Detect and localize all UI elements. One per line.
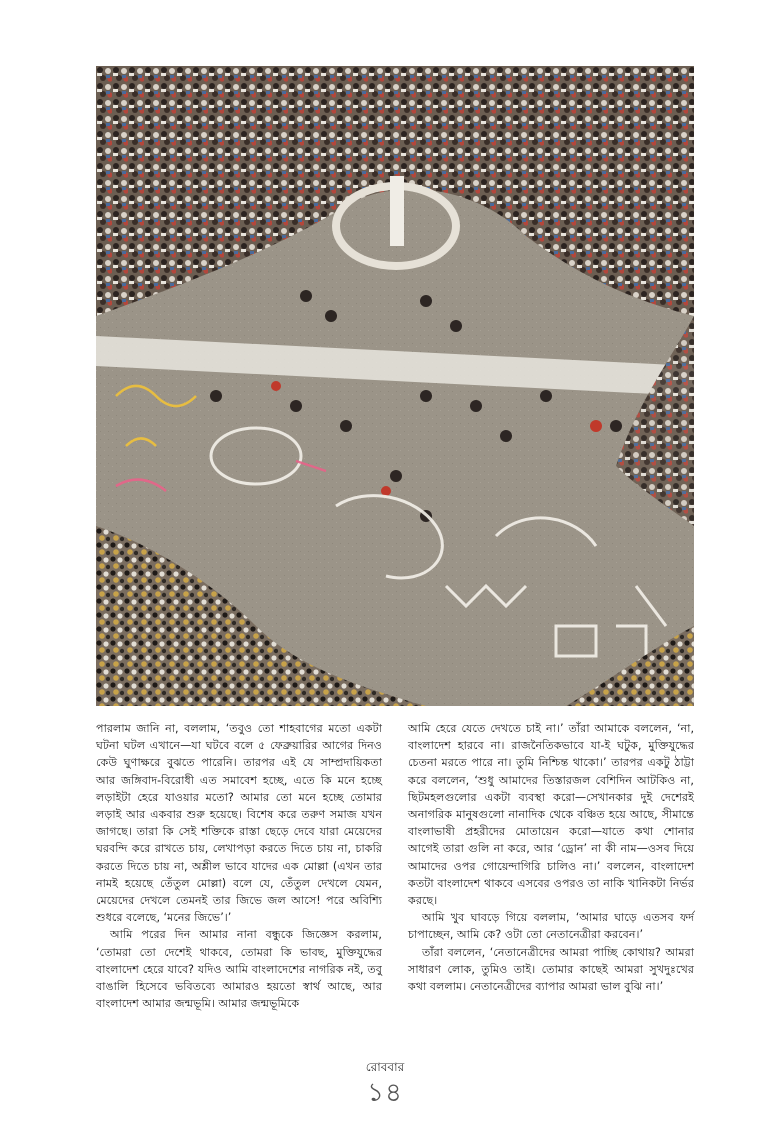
crowd-photo [96, 66, 694, 706]
paragraph: পারলাম জানি না, বললাম, ‘তবুও তো শাহবাগের মতো একটা ঘটনা ঘটল এখানে—যা ঘটবে বলে ৫ ফেব্রুয়ারির আগের দিনও কেউ ঘুণাক্ষরে বুঝতে পারেনি। তারপর এই যে সাম্প্রদায়িকতা আর জঙ্গিবাদ-বিরোধী এত সমাবেশ হচ্ছে, এতে কি মনে হচ্ছে লড়াইটা হেরে যাওয়ার মতো? আমার তো মনে হচ্ছে তোমার লড়াই আর একবার শুরু হয়েছে। বিশেষ করে তরুণ সমাজ যখন জাগছে। তারা কি সেই শক্তিকে রাস্তা ছেড়ে দেবে যারা মেয়েদের ঘরবন্দি করে রাখতে চায়, লেখাপড়া করতে দিতে চায় না, চাকরি করতে দিতে চায় না, অশ্লীল ভাবে যাদের এক মোল্লা (এখন তার নামই হয়েছে তেঁতুল মোল্লা) বলে যে, তেঁতুল দেখলে যেমন, মেয়েদের দেখলে তেমনই তার জিভে জল আসে! পরে অবিশ্যি শুধরে বলেছে, ‘মনের জিভে’।’ [96, 722, 382, 925]
text-column-right [408, 720, 694, 995]
paragraph: তাঁরা বললেন, ‘নেতানেত্রীদের আমরা পাচ্ছি কোথায়? আমরা সাধারণ লোক, তুমিও তাই। তোমার কাছেই আমরা সুখদুঃখের কথা বললাম। নেতানেত্রীদের ব্যাপার আমরা ভাল বুঝি না।’ [408, 945, 694, 994]
paragraph: আমি খুব ঘাবড়ে গিয়ে বললাম, ‘আমার ঘাড়ে এতসব ফর্দ চাপাচ্ছেন, আমি কে? ওটা তো নেতানেত্রীরা করবেন।’ [408, 911, 694, 942]
magazine-name: রোববার [365, 1060, 405, 1074]
crowd-photo-illustration [96, 66, 694, 706]
paragraph: আমি হেরে যেতে দেখতে চাই না।’ তাঁরা আমাকে বললেন, ‘না, বাংলাদেশ হারবে না। রাজনৈতিকভাবে যা-ই ঘটুক, মুক্তিযুদ্ধের চেতনা মরতে পারে না। তুমি নিশ্চিন্ত থাকো।’ তারপর একটু ঠাট্টা করে বললেন, ‘শুধু আমাদের তিস্তারজল বেশিদিন আটকিও না, ছিটমহলগুলোর একটা ব্যবস্থা করো—সেখানকার দুই দেশেরই অনাগরিক মানুষগুলো নানাদিক থেকে বঞ্চিত হয়ে আছে, সীমান্তে বাংলাভাষী প্রহরীদের মোতায়েন করো—যাতে কথা শোনার আগেই তারা গুলি না করে, আর ‘ড্রোন’ না কী নাম—ওসব দিয়ে আমাদের ওপর গোয়েন্দাগিরি চালিও না।’ বললেন, বাংলাদেশ কতটা বাংলাদেশ থাকবে এসবের ওপরও তা নাকি খানিকটা নির্ভর করছে। [408, 722, 694, 908]
paragraph: আমি পরের দিন আমার নানা বন্ধুকে জিজ্ঞেস করলাম, ‘তোমরা তো দেশেই থাকবে, তোমরা কি ভাবছ, মুক্তিযুদ্ধের বাংলাদেশ হেরে যাবে? যদিও আমি বাংলাদেশের নাগরিক নই, তবু বাঙালি হিসেবে ভবিতব্যে আমারও হয়তো স্বার্থ আছে, আর বাংলাদেশ আমার জন্মভূমি। আমার জন্মভূমিকে [96, 928, 382, 1011]
text-column-left [96, 720, 382, 1012]
page-number: ১৪ [367, 1078, 403, 1108]
